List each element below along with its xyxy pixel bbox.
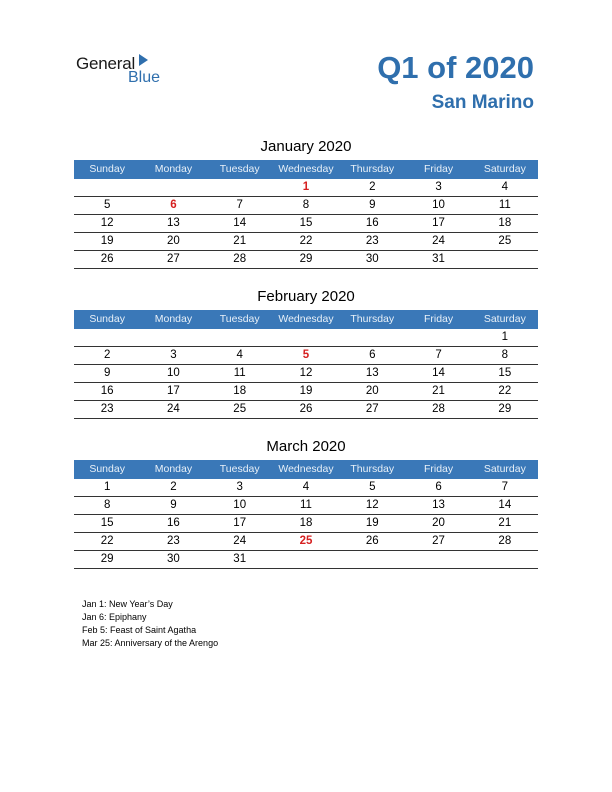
- day-cell: 26: [365, 535, 379, 547]
- weekday-header: [74, 160, 538, 179]
- day-cell: 17: [432, 217, 445, 229]
- empty-day-cell: [273, 551, 339, 568]
- month-title: February 2020: [257, 288, 355, 305]
- month-title: January 2020: [260, 138, 352, 155]
- day-cell: 23: [365, 235, 379, 247]
- month-calendar-march: [74, 438, 538, 569]
- week-row: [74, 347, 538, 365]
- day-cell: 20: [365, 385, 379, 397]
- week-row: [74, 197, 538, 215]
- day-cell: 20: [432, 517, 445, 529]
- day-cell: 29: [100, 553, 114, 565]
- weekday-label: Friday: [423, 163, 454, 175]
- day-cell: 14: [498, 499, 512, 511]
- weekday-label: Tuesday: [219, 313, 260, 325]
- day-cell: 7: [236, 199, 243, 211]
- weekday-label: Sunday: [89, 313, 125, 325]
- week-row: [74, 497, 538, 515]
- weekday-label: Saturday: [483, 313, 526, 325]
- day-cell: 9: [103, 367, 111, 379]
- day-cell: 18: [498, 217, 512, 229]
- holiday-note: Mar 25: Anniversary of the Arengo: [82, 638, 219, 648]
- day-cell: 28: [432, 403, 445, 415]
- day-cell: 12: [365, 499, 379, 511]
- empty-day-cell: [207, 179, 273, 196]
- empty-day-cell: [405, 551, 471, 568]
- day-cell: 14: [432, 367, 445, 379]
- day-cell: 5: [103, 199, 111, 211]
- empty-day-cell: [74, 329, 140, 346]
- holiday-day-cell: 6: [170, 199, 177, 211]
- empty-day-cell: [273, 329, 339, 346]
- day-cell: 2: [369, 181, 376, 193]
- day-cell: 24: [432, 235, 445, 247]
- weekday-header: [74, 310, 538, 329]
- day-cell: 11: [233, 367, 246, 379]
- weekday-label: Wednesday: [278, 313, 334, 325]
- page-title: Q1 of 2020: [377, 50, 534, 85]
- day-cell: 21: [498, 517, 512, 529]
- week-row: [74, 551, 538, 569]
- holiday-note: Jan 6: Epiphany: [82, 612, 147, 622]
- day-cell: 13: [365, 367, 379, 379]
- day-cell: 22: [498, 385, 512, 397]
- day-cell: 25: [498, 235, 512, 247]
- country-name: San Marino: [431, 92, 534, 113]
- day-cell: 25: [233, 403, 247, 415]
- day-cell: 11: [498, 199, 511, 211]
- day-cell: 1: [501, 331, 509, 343]
- week-row: [74, 533, 538, 551]
- weekday-label: Friday: [423, 463, 454, 475]
- day-cell: 15: [299, 217, 313, 229]
- day-cell: 15: [100, 517, 114, 529]
- day-cell: 31: [233, 553, 247, 565]
- day-cell: 29: [299, 253, 313, 265]
- week-row: [74, 215, 538, 233]
- empty-day-cell: [140, 179, 206, 196]
- weekday-label: Wednesday: [278, 163, 334, 175]
- weekday-label: Thursday: [350, 463, 395, 475]
- day-cell: 7: [501, 481, 509, 493]
- holiday-day-cell: 25: [299, 535, 313, 547]
- day-cell: 2: [170, 481, 177, 493]
- day-cell: 3: [236, 481, 243, 493]
- day-cell: 4: [236, 349, 243, 361]
- day-cell: 30: [167, 553, 180, 565]
- day-cell: 5: [369, 481, 376, 493]
- day-cell: 13: [432, 499, 445, 511]
- day-cell: 29: [498, 403, 512, 415]
- day-cell: 11: [300, 499, 312, 511]
- day-cell: 2: [103, 349, 111, 361]
- day-cell: 23: [167, 535, 180, 547]
- day-cell: 12: [100, 217, 114, 229]
- day-cell: 23: [100, 403, 114, 415]
- day-cell: 12: [299, 367, 313, 379]
- week-row: [74, 179, 538, 197]
- day-cell: 19: [299, 385, 313, 397]
- day-cell: 17: [233, 517, 247, 529]
- day-cell: 27: [365, 403, 379, 415]
- day-cell: 18: [233, 385, 247, 397]
- empty-day-cell: [74, 179, 140, 196]
- week-row: [74, 251, 538, 269]
- day-cell: 26: [299, 403, 313, 415]
- day-cell: 27: [167, 253, 180, 265]
- holiday-note: Feb 5: Feast of Saint Agatha: [82, 625, 197, 635]
- day-cell: 28: [233, 253, 247, 265]
- empty-day-cell: [140, 329, 206, 346]
- logo-general-text: General: [76, 54, 136, 73]
- day-cell: 4: [302, 481, 310, 493]
- day-cell: 24: [167, 403, 180, 415]
- weekday-label: Tuesday: [219, 163, 260, 175]
- day-cell: 19: [100, 235, 114, 247]
- week-row: [74, 329, 538, 347]
- weekday-label: Friday: [423, 313, 454, 325]
- day-cell: 21: [432, 385, 445, 397]
- day-cell: 14: [233, 217, 247, 229]
- week-row: [74, 365, 538, 383]
- day-cell: 24: [233, 535, 247, 547]
- weekday-label: Thursday: [350, 313, 395, 325]
- day-cell: 10: [432, 199, 445, 211]
- weekday-label: Monday: [154, 163, 193, 175]
- week-row: [74, 401, 538, 419]
- day-cell: 16: [100, 385, 114, 397]
- day-cell: 10: [233, 499, 247, 511]
- weekday-label: Tuesday: [219, 463, 260, 475]
- empty-day-cell: [339, 329, 405, 346]
- logo-triangle-icon: [139, 54, 148, 66]
- day-cell: 26: [100, 253, 114, 265]
- weekday-label: Thursday: [350, 163, 395, 175]
- day-cell: 27: [432, 535, 445, 547]
- empty-day-cell: [207, 329, 273, 346]
- day-cell: 17: [167, 385, 180, 397]
- weekday-label: Monday: [154, 463, 193, 475]
- day-cell: 16: [365, 217, 379, 229]
- weekday-label: Wednesday: [278, 463, 334, 475]
- week-row: [74, 515, 538, 533]
- weekday-label: Sunday: [89, 163, 125, 175]
- day-cell: 10: [167, 367, 180, 379]
- weekday-label: Saturday: [483, 163, 526, 175]
- day-cell: 9: [369, 199, 376, 211]
- holiday-day-cell: 5: [302, 349, 310, 361]
- day-cell: 31: [432, 253, 445, 265]
- day-cell: 8: [103, 499, 111, 511]
- day-cell: 3: [435, 181, 442, 193]
- empty-day-cell: [339, 551, 405, 568]
- day-cell: 30: [365, 253, 379, 265]
- logo: [76, 52, 176, 88]
- week-row: [74, 383, 538, 401]
- empty-day-cell: [472, 251, 538, 268]
- weekday-label: Saturday: [483, 463, 526, 475]
- week-row: [74, 479, 538, 497]
- day-cell: 8: [302, 199, 310, 211]
- week-row: [74, 233, 538, 251]
- day-cell: 13: [167, 217, 180, 229]
- day-cell: 21: [233, 235, 247, 247]
- month-title: March 2020: [266, 438, 346, 455]
- month-calendar-february: [74, 288, 538, 419]
- empty-day-cell: [405, 329, 471, 346]
- day-cell: 1: [103, 481, 111, 493]
- day-cell: 6: [435, 481, 442, 493]
- day-cell: 22: [299, 235, 313, 247]
- day-cell: 15: [498, 367, 512, 379]
- logo-blue-text: Blue: [128, 69, 161, 86]
- day-cell: 3: [170, 349, 177, 361]
- empty-day-cell: [472, 551, 538, 568]
- holiday-note: Jan 1: New Year’s Day: [82, 599, 173, 609]
- day-cell: 20: [167, 235, 180, 247]
- day-cell: 8: [501, 349, 509, 361]
- day-cell: 22: [100, 535, 114, 547]
- day-cell: 19: [365, 517, 379, 529]
- day-cell: 7: [435, 349, 442, 361]
- holiday-day-cell: 1: [302, 181, 310, 193]
- month-calendar-january: [74, 138, 538, 269]
- day-cell: 6: [369, 349, 376, 361]
- day-cell: 18: [299, 517, 313, 529]
- weekday-label: Sunday: [89, 463, 125, 475]
- day-cell: 16: [167, 517, 180, 529]
- day-cell: 9: [170, 499, 177, 511]
- holiday-notes: [82, 598, 218, 650]
- weekday-header: [74, 460, 538, 479]
- day-cell: 28: [498, 535, 512, 547]
- day-cell: 4: [501, 181, 509, 193]
- weekday-label: Monday: [154, 313, 193, 325]
